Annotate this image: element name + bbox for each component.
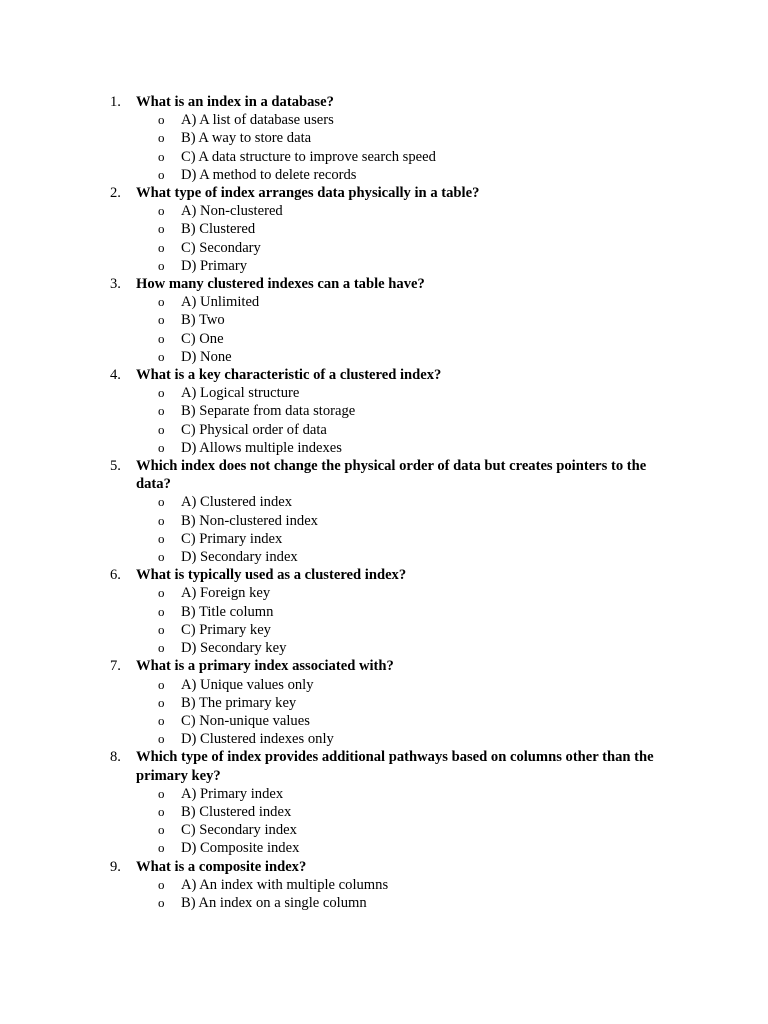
answer-option xyxy=(0,493,768,511)
answer-option-text: A) A list of database users xyxy=(181,112,334,129)
bullet-icon: o xyxy=(158,130,165,146)
bullet-icon: o xyxy=(158,603,165,619)
bullet-icon: o xyxy=(158,203,165,219)
bullet-icon: o xyxy=(158,166,165,182)
question-3 xyxy=(0,275,676,293)
answer-option xyxy=(0,293,768,311)
question-text: Which index does not change the physical order of data but creates pointers to the data? xyxy=(136,458,647,493)
answer-option xyxy=(0,239,768,257)
answer-option xyxy=(0,402,768,420)
answer-option xyxy=(0,257,768,275)
answer-option-text: A) Non-clustered xyxy=(181,203,283,220)
answer-option xyxy=(0,148,768,166)
answer-option-text: A) Unique values only xyxy=(181,676,314,693)
answer-option xyxy=(0,821,768,839)
question-1 xyxy=(0,93,676,111)
answer-option xyxy=(0,694,768,712)
answer-option xyxy=(0,348,768,366)
question-text: What type of index arranges data physically in a table? xyxy=(136,185,480,202)
answer-option xyxy=(0,603,768,621)
answer-option-text: B) Title column xyxy=(181,603,274,620)
bullet-icon: o xyxy=(158,822,165,838)
bullet-icon: o xyxy=(158,694,165,710)
answer-option-text: B) A way to store data xyxy=(181,130,312,147)
bullet-icon: o xyxy=(158,421,165,437)
answer-option xyxy=(0,384,768,402)
question-text: What is a primary index associated with? xyxy=(136,658,394,675)
question-8 xyxy=(0,748,676,784)
question-text: What is a composite index? xyxy=(136,858,307,875)
answer-option xyxy=(0,111,768,129)
question-number: 8. xyxy=(110,749,121,766)
bullet-icon: o xyxy=(158,239,165,255)
bullet-icon: o xyxy=(158,731,165,747)
question-7 xyxy=(0,657,676,675)
answer-option-text: C) Primary key xyxy=(181,621,271,638)
answer-option-text: A) An index with multiple columns xyxy=(181,876,389,893)
bullet-icon: o xyxy=(158,330,165,346)
answer-option xyxy=(0,621,768,639)
answer-option xyxy=(0,876,768,894)
bullet-icon: o xyxy=(158,876,165,892)
bullet-icon: o xyxy=(158,840,165,856)
answer-option xyxy=(0,639,768,657)
answer-option xyxy=(0,730,768,748)
answer-option xyxy=(0,439,768,457)
answer-option-text: B) Separate from data storage xyxy=(181,403,356,420)
bullet-icon: o xyxy=(158,621,165,637)
answer-option xyxy=(0,584,768,602)
bullet-icon: o xyxy=(158,348,165,364)
answer-option-text: D) A method to delete records xyxy=(181,166,357,183)
answer-option-text: B) Non-clustered index xyxy=(181,512,318,529)
answer-option xyxy=(0,512,768,530)
question-text: What is an index in a database? xyxy=(136,94,334,110)
bullet-icon: o xyxy=(158,312,165,328)
answer-option xyxy=(0,712,768,730)
bullet-icon: o xyxy=(158,785,165,801)
answer-option xyxy=(0,548,768,566)
bullet-icon: o xyxy=(158,530,165,546)
question-text: Which type of index provides additional pathways based on columns other than the primary key? xyxy=(136,749,654,784)
question-number: 3. xyxy=(110,276,121,293)
answer-option-text: D) Secondary index xyxy=(181,549,298,566)
answer-option-text: C) Secondary index xyxy=(181,822,297,839)
question-text: How many clustered indexes can a table have? xyxy=(136,276,425,293)
bullet-icon: o xyxy=(158,385,165,401)
answer-option-text: B) Clustered index xyxy=(181,803,292,820)
answer-option-text: D) Secondary key xyxy=(181,640,287,657)
question-number: 2. xyxy=(110,185,121,202)
bullet-icon: o xyxy=(158,494,165,510)
question-number: 1. xyxy=(110,94,121,110)
bullet-icon: o xyxy=(158,221,165,237)
bullet-icon: o xyxy=(158,585,165,601)
answer-option-text: D) None xyxy=(181,348,232,365)
answer-option-text: B) Two xyxy=(181,312,225,329)
answer-option-text: C) Primary index xyxy=(181,530,283,547)
answer-option-text: A) Foreign key xyxy=(181,585,271,602)
answer-option-text: B) Clustered xyxy=(181,221,256,238)
bullet-icon: o xyxy=(158,512,165,528)
answer-option-text: C) Non-unique values xyxy=(181,712,310,729)
bullet-icon: o xyxy=(158,257,165,273)
question-5 xyxy=(0,457,676,493)
answer-option xyxy=(0,676,768,694)
bullet-icon: o xyxy=(158,549,165,565)
bullet-icon: o xyxy=(158,676,165,692)
answer-option xyxy=(0,330,768,348)
bullet-icon: o xyxy=(158,712,165,728)
answer-option-text: A) Primary index xyxy=(181,785,284,802)
answer-option xyxy=(0,129,768,147)
answer-option-text: B) The primary key xyxy=(181,694,297,711)
answer-option-text: A) Clustered index xyxy=(181,494,293,511)
bullet-icon: o xyxy=(158,403,165,419)
bullet-icon: o xyxy=(158,112,165,128)
answer-option xyxy=(0,894,768,912)
answer-option xyxy=(0,202,768,220)
answer-option xyxy=(0,839,768,857)
bullet-icon: o xyxy=(158,640,165,656)
quiz-document xyxy=(0,93,768,912)
answer-option-text: D) Allows multiple indexes xyxy=(181,439,342,456)
answer-option-text: A) Unlimited xyxy=(181,294,260,311)
question-6 xyxy=(0,566,676,584)
answer-option xyxy=(0,166,768,184)
question-9 xyxy=(0,858,676,876)
bullet-icon: o xyxy=(158,148,165,164)
answer-option-text: C) A data structure to improve search speed xyxy=(181,148,436,165)
answer-option-text: B) An index on a single column xyxy=(181,894,367,911)
question-2 xyxy=(0,184,676,202)
question-4 xyxy=(0,366,676,384)
answer-option xyxy=(0,785,768,803)
question-number: 9. xyxy=(110,858,121,875)
question-text: What is a key characteristic of a clustered index? xyxy=(136,367,442,384)
answer-option xyxy=(0,530,768,548)
question-number: 6. xyxy=(110,567,121,584)
answer-option-text: C) One xyxy=(181,330,224,347)
bullet-icon: o xyxy=(158,439,165,455)
bullet-icon: o xyxy=(158,894,165,910)
answer-option xyxy=(0,803,768,821)
answer-option-text: D) Primary xyxy=(181,257,248,274)
question-number: 7. xyxy=(110,658,121,675)
bullet-icon: o xyxy=(158,803,165,819)
question-number: 5. xyxy=(110,458,121,475)
answer-option-text: D) Clustered indexes only xyxy=(181,731,334,748)
question-text: What is typically used as a clustered index? xyxy=(136,567,407,584)
answer-option-text: C) Physical order of data xyxy=(181,421,327,438)
bullet-icon: o xyxy=(158,294,165,310)
answer-option xyxy=(0,220,768,238)
answer-option-text: A) Logical structure xyxy=(181,385,300,402)
answer-option-text: C) Secondary xyxy=(181,239,261,256)
answer-option xyxy=(0,311,768,329)
answer-option-text: D) Composite index xyxy=(181,840,300,857)
answer-option xyxy=(0,421,768,439)
question-number: 4. xyxy=(110,367,121,384)
